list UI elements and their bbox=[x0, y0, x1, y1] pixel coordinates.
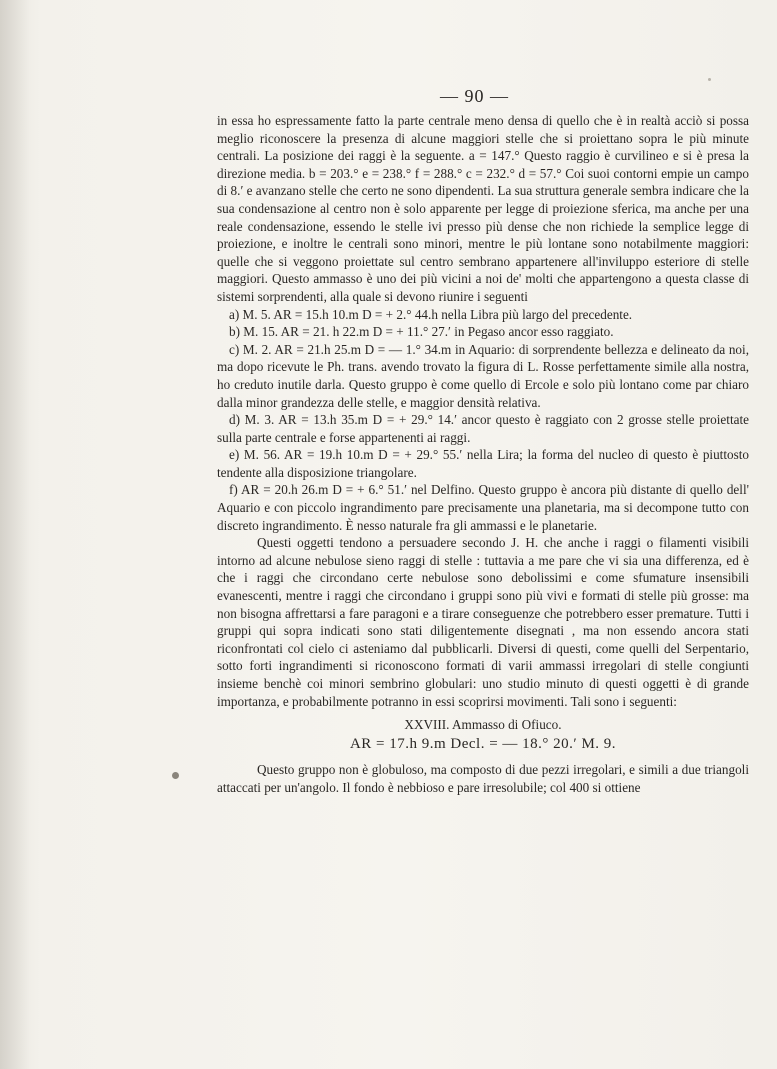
page-number: — 90 — bbox=[440, 86, 509, 106]
paragraph-intro: in essa ho espressamente fatto la parte centrale meno densa di quello che è in realtà acciò si possa meglio riconoscere la presenza di alcune maggiori stelle che si proiettano sopra le più minute centrali. La posizione dei raggi è la seguente. a = 147.° Questo raggio è curvilineo e si è presa la direzione media. b = 203.° e = 238.° f = 288.° c = 232.° d = 57.° Coi suoi contorni empie un campo di 8.′ e avanzano stelle che certo ne sono dipendenti. La sua struttura generale sembra indicare che la sua condensazione al centro non è solo apparente per legge di proiezione sferica, ma anche per una reale condensazione, essendo le stelle ivi presso più dense che non richiede la semplice legge di proiezione, e inoltre le centrali sono minori, mentre le più lontane sono notabilmente maggiori: quelle che si veggono proiettate sul centro sembrano appartenere all'inviluppo esteriore di stelle maggiori. Questo ammasso è uno dei più vicini a noi de' molti che appartengono a questa classe di sistemi sorprendenti, alla quale si devono riunire i seguenti bbox=[217, 113, 749, 304]
list-item-c: c) M. 2. AR = 21.h 25.m D = — 1.° 34.m in Aquario: di sorprendente bellezza e delineato da noi, ma dopo ricevute le Ph. trans. avendo trovato la figura di L. Rosse perfettamente simile alla nostra, ho creduto inutile darla. Questo gruppo è come quello di Ercole e solo più lontano come par chiaro dalla minor grandezza delle stelle, e maggior densità relativa. bbox=[217, 341, 749, 410]
body-text bbox=[217, 112, 749, 797]
list-item-d: d) M. 3. AR = 13.h 35.m D = + 29.° 14.′ ancor questo è raggiato con 2 grosse stelle proiettate sulla parte centrale e forse appartenenti ai raggi. bbox=[217, 412, 749, 445]
paragraph-discussion: Questi oggetti tendono a persuadere secondo J. H. che anche i raggi o filamenti visibili intorno ad alcune nebulose sieno raggi di stelle : tuttavia a me pare che vi sia una differenza, ed è che i raggi che circondano certe nebulose sono debolissimi e come sfumature insensibili evanescenti, mentre i raggi che circondano i gruppi sono più vivi e formati di stelle più grosse: ma non bisogna affrettarsi a fare paragoni e a tirare conseguenze che potrebbero esser premature. Tutti i gruppi qui sopra indicati sono stati diligentemente disegnati , ma non essendo ancora stati riconfrontati col cielo ci asteniamo dal pubblicarli. Diversi di questi, come quelli del Serpentario, sotto forti ingrandimenti si riconoscono formati di varii ammassi irregolari di stelle congiunti insieme benchè coi minori sembrino globulari: uno studio minuto di questi oggetti è di grande importanza, e probabilmente potranno in essi scoprirsi movimenti. Tali sono i seguenti: bbox=[217, 535, 749, 709]
list-item-e: e) M. 56. AR = 19.h 10.m D = + 29.° 55.′ nella Lira; la forma del nucleo di questo è piuttosto tendente alla disposizione triangolare. bbox=[217, 447, 749, 480]
paragraph-final: Questo gruppo non è globuloso, ma composto di due pezzi irregolari, e simili a due triangoli attaccati per un'angolo. Il fondo è nebbioso e pare irresolubile; col 400 si ottiene bbox=[217, 762, 749, 795]
list-item-b: b) M. 15. AR = 21. h 22.m D = + 11.° 27.′ in Pegaso ancor esso raggiato. bbox=[229, 324, 614, 340]
paper-speck bbox=[172, 772, 179, 779]
list-item-f: f) AR = 20.h 26.m D = + 6.° 51.′ nel Delfino. Questo gruppo è ancora più distante di quello dell' Aquario e con piccolo ingrandimento pare precisamente una planetaria, ma si decompone tutto con discreto ingrandimento. È nesso naturale fra gli ammassi e le planetarie. bbox=[217, 482, 749, 533]
coordinates-line: AR = 17.h 9.m Decl. = — 18.° 20.′ M. 9. bbox=[349, 735, 617, 752]
paper-speck bbox=[708, 78, 711, 81]
list-item-a: a) M. 5. AR = 15.h 10.m D = + 2.° 44.h nella Libra più largo del precedente. bbox=[229, 306, 633, 322]
spine-shadow bbox=[0, 0, 30, 1069]
section-heading: XXVIII. Ammasso di Ofiuco. bbox=[404, 717, 562, 733]
